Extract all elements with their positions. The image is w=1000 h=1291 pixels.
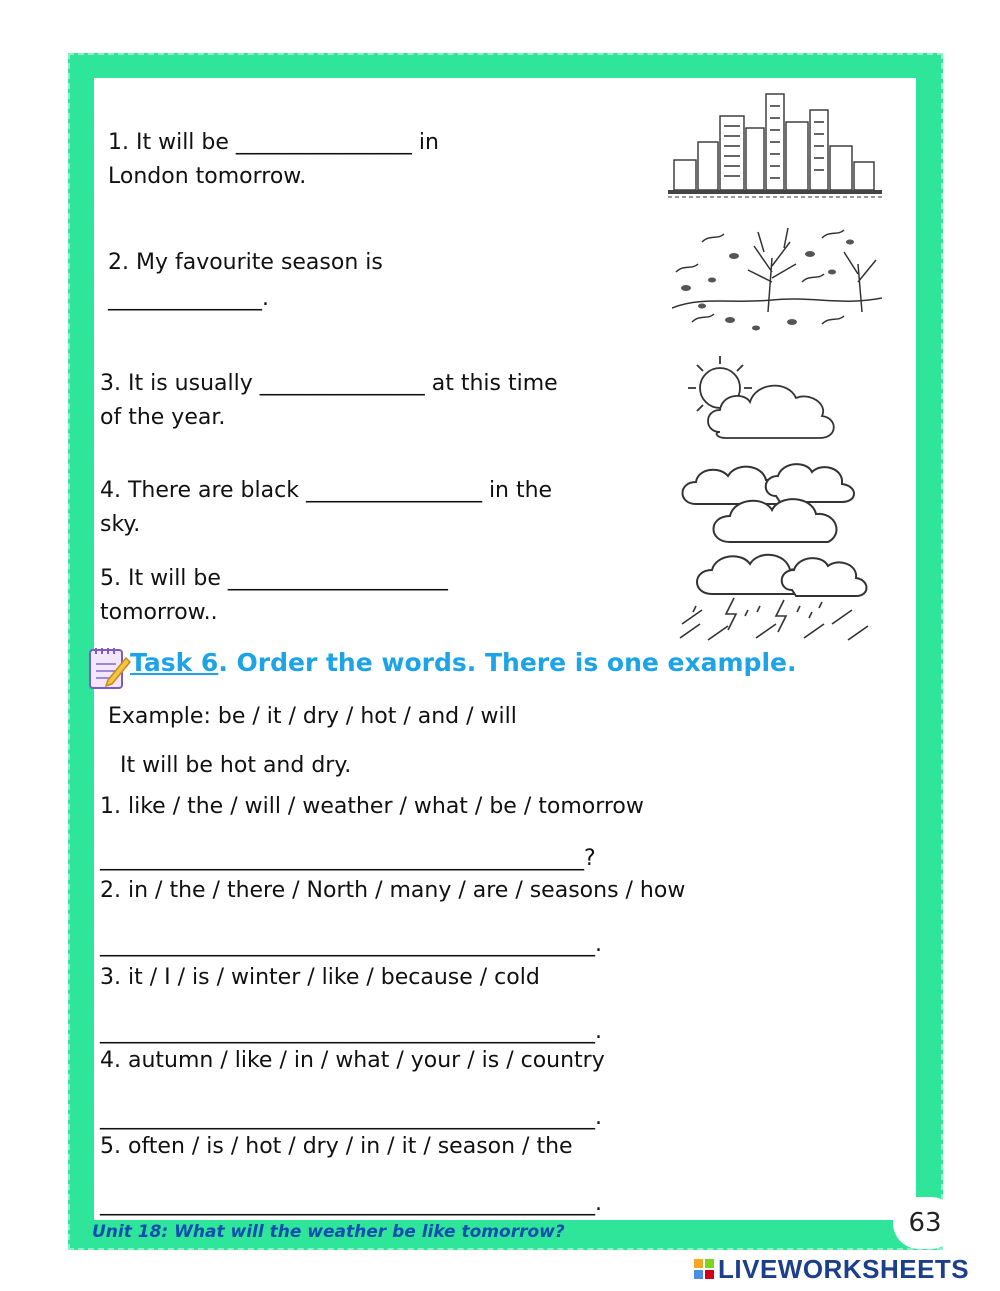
order-q4-prompt: 4. autumn / like / in / what / your / is / country: [100, 1048, 605, 1073]
q1-line1: 1. It will be ________________ in: [108, 130, 439, 155]
q3-line2: of the year.: [100, 405, 226, 430]
storm-icon: [672, 544, 882, 644]
q5-line1: 5. It will be ____________________: [100, 566, 448, 591]
q4-line1: 4. There are black ________________ in the: [100, 478, 553, 503]
task-link[interactable]: Task 6: [130, 648, 219, 677]
brand-name: LIVEWORKSHEETS: [718, 1253, 970, 1284]
q1-line2: London tomorrow.: [108, 164, 307, 189]
order-q2-prompt: 2. in / the / there / North / many / are / seasons / how: [100, 878, 686, 903]
task-title: [130, 648, 796, 677]
q5-line2: tomorrow..: [100, 600, 218, 625]
q2-line1: 2. My favourite season is: [108, 250, 383, 275]
page-number: 63: [893, 1197, 957, 1249]
example-answer: It will be hot and dry.: [120, 753, 352, 778]
order-q2-answer-line[interactable]: _____________________________________________.: [100, 932, 602, 957]
order-q5-answer-line[interactable]: _____________________________________________.: [100, 1191, 602, 1216]
brand-logo[interactable]: [694, 1252, 969, 1286]
windy-tree-icon: [672, 212, 882, 338]
notepad-pencil-icon: [84, 644, 132, 692]
q4-line2: sky.: [100, 512, 141, 537]
order-q3-answer-line[interactable]: _____________________________________________.: [100, 1019, 602, 1044]
example-prompt: Example: be / it / dry / hot / and / will: [108, 704, 517, 729]
order-q5-prompt: 5. often / is / hot / dry / in / it / season / the: [100, 1134, 573, 1159]
sun-cloud-icon: [676, 352, 846, 444]
order-q3-prompt: 3. it / I / is / winter / like / because / cold: [100, 965, 540, 990]
order-q4-answer-line[interactable]: _____________________________________________.: [100, 1105, 602, 1130]
city-skyline-icon: [668, 88, 882, 200]
liveworksheets-icon: [694, 1259, 714, 1279]
unit-title: Unit 18: What will the weather be like tomorrow?: [92, 1222, 565, 1242]
order-q1-answer-line[interactable]: ____________________________________________?: [100, 846, 596, 871]
order-q1-prompt: 1. like / the / will / weather / what / be / tomorrow: [100, 794, 644, 819]
clouds-icon: [676, 458, 866, 550]
q2-line2: ______________.: [108, 286, 269, 311]
q3-line1: 3. It is usually _______________ at this time: [100, 371, 558, 396]
task-instruction: . Order the words. There is one example.: [218, 648, 797, 677]
